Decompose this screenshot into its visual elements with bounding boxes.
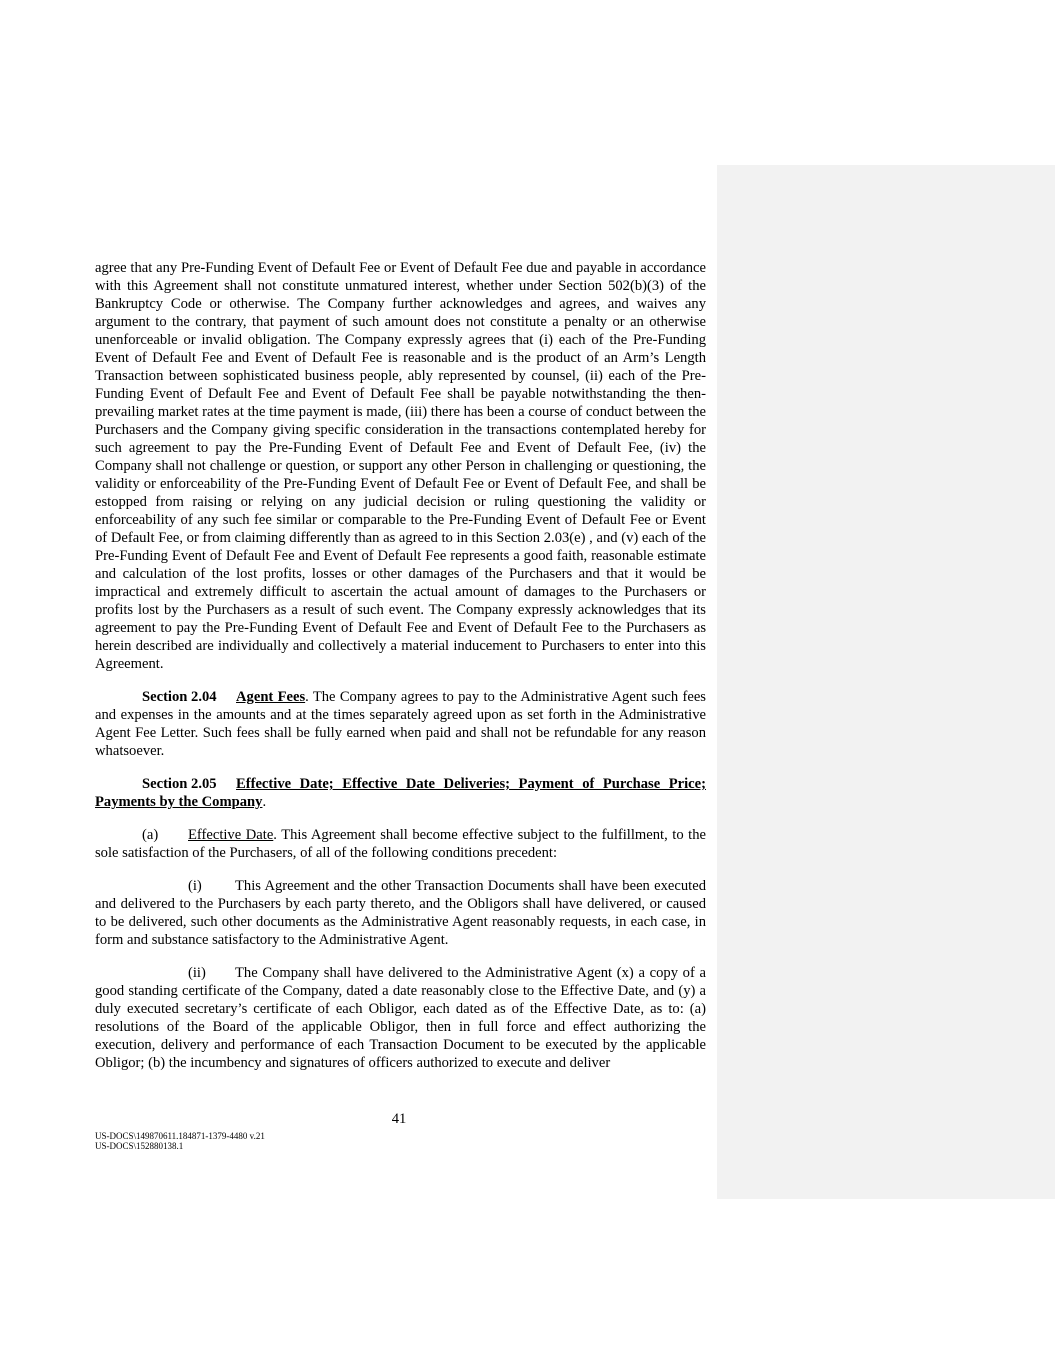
- page-number: 41: [391, 1111, 407, 1127]
- footer: [95, 1131, 265, 1151]
- clause-label: (i): [188, 878, 202, 894]
- clause-i: [95, 877, 706, 949]
- section-title: Agent Fees: [236, 689, 306, 705]
- footer-doc-id-1: US-DOCS\149870611.184871-1379-4480 v.21: [95, 1131, 265, 1141]
- section-title: Effective Date; Effective Date Deliveries; Payment of Purchase Price; Payments by the Company: [95, 776, 706, 810]
- clause-text: The Company shall have delivered to the Administrative Agent (x) a copy of a good standing certificate of the Company, dated a date reasonably close to the Effective Date, and (y) a duly executed secretary’s certificate of each Obligor, each dated as of the Effective Date, as to: (a) resolutions of the Board of the applicable Obligor, then in full force and effect authorizing the execution, delivery and performance of each Transaction Document to be executed by the applicable Obligor; (b) the incumbency and signatures of officers authorized to execute and deliver: [95, 965, 706, 1071]
- comment-pane: [717, 165, 1055, 1199]
- paragraph-continuation: agree that any Pre-Funding Event of Default Fee or Event of Default Fee due and payable in accordance with this Agreement shall not constitute unmatured interest, whether under Section 502(b)(3) of the Bankruptcy Code or otherwise. The Company further acknowledges and agrees, and waives any argument to the contrary, that payment of such amount does not constitute a penalty or an otherwise unenforceable or invalid obligation. The Company expressly agrees that (i) each of the Pre-Funding Event of Default Fee and Event of Default Fee is reasonable and is the product of an Arm’s Length Transaction between sophisticated business people, ably represented by counsel, (ii) each of the Pre-Funding Event of Default Fee and Event of Default Fee shall be payable notwithstanding the then-prevailing market rates at the time payment is made, (iii) there has been a course of conduct between the Purchasers and the Company giving specific consideration in the transactions contemplated hereby for such agreement to pay the Pre-Funding Event of Default Fee and Event of Default Fee, (iv) the Company shall not challenge or question, or support any other Person in challenging or questioning, the validity or enforceability of the Pre-Funding Event of Default Fee or Event of Default Fee, and shall be estopped from raising or relying on any judicial decision or ruling questioning the validity or enforceability of any such fee similar or comparable to the Pre-Funding Event of Default Fee or Event of Default Fee, or from claiming differently than as agreed to in this Section 2.03(e) , and (v) each of the Pre-Funding Event of Default Fee and Event of Default Fee represents a good faith, reasonable estimate and calculation of the lost profits, losses or other damages of the Purchasers and that it would be impractical and extremely difficult to ascertain the actual amount of damages to the Purchasers or profits lost by the Purchasers as a result of such event. The Company expressly acknowledges that its agreement to pay the Pre-Funding Event of Default Fee and Event of Default Fee to the Purchasers as herein described are individually and collectively a material inducement to Purchasers to enter into this Agreement.: [95, 260, 706, 672]
- clause-ii: [95, 964, 706, 1072]
- section-number: Section 2.05: [142, 776, 217, 792]
- section-title-end: .: [262, 794, 267, 810]
- document-body: [95, 259, 706, 1072]
- section-number: Section 2.04: [142, 689, 217, 705]
- clause-text: This Agreement and the other Transaction Documents shall have been executed and delivered to the Purchasers by each party thereto, and the Obligors shall have delivered, or caused to be delivered, such other documents as the Administrative Agent reasonably requests, in each case, in form and substance satisfactory to the Administrative Agent.: [95, 878, 706, 948]
- clause-a: [95, 826, 706, 862]
- section-text: . The Company agrees to pay to the Administrative Agent such fees and expenses in the amounts and at the times separately agreed upon as set forth in the Administrative Agent Fee Letter. Such fees shall be fully earned when paid and shall not be refundable for any reason whatsoever.: [95, 689, 706, 759]
- clause-label: (a): [142, 827, 159, 843]
- section-2-05: [95, 775, 706, 811]
- section-2-04: [95, 688, 706, 760]
- footer-doc-id-2: US-DOCS\152880138.1: [95, 1141, 184, 1151]
- clause-label: (ii): [188, 965, 206, 981]
- clause-title: Effective Date: [188, 827, 274, 843]
- clause-text: . This Agreement shall become effective subject to the fulfillment, to the sole satisfaction of the Purchasers, of all of the following conditions precedent:: [95, 827, 706, 861]
